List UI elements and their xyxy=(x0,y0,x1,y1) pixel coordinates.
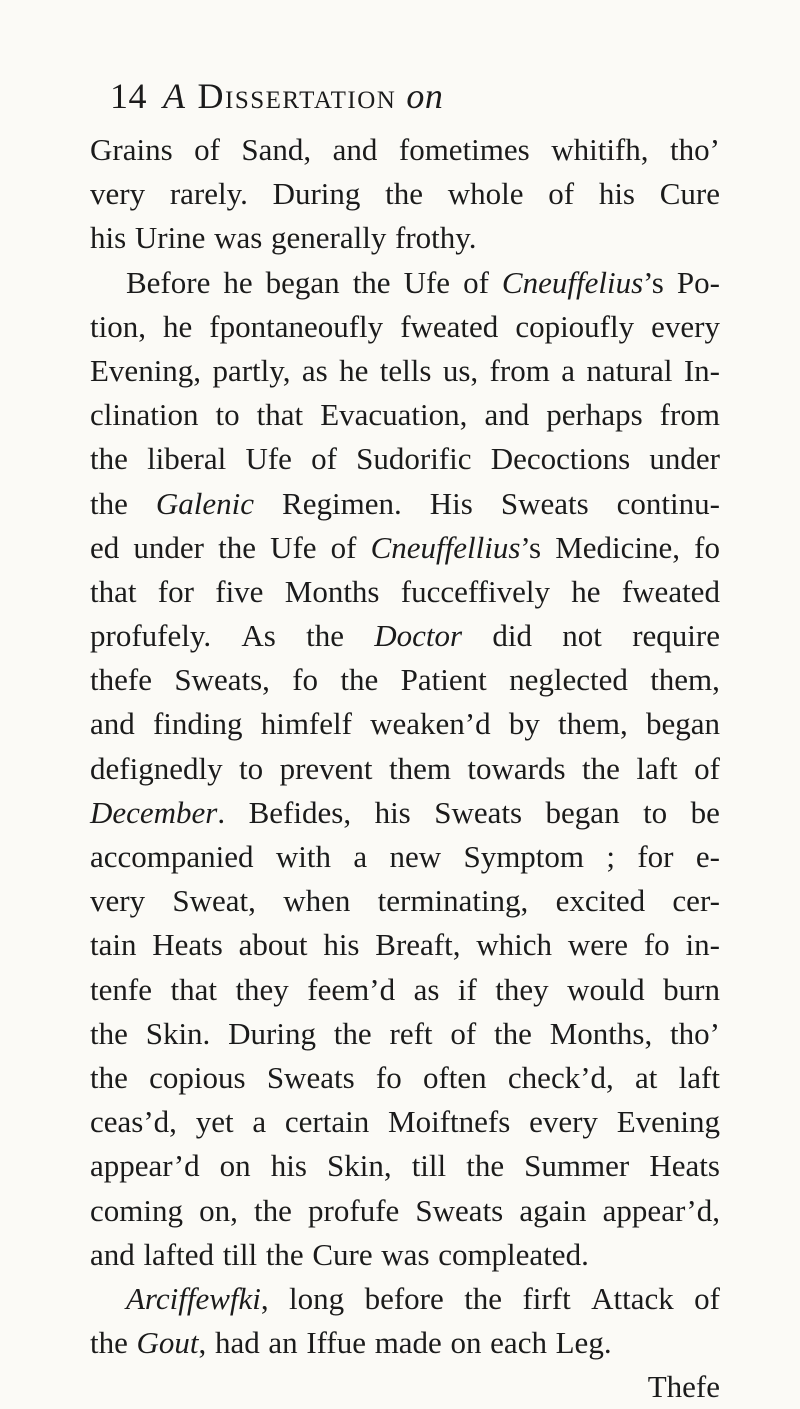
word: them, xyxy=(558,706,628,742)
word: the xyxy=(90,485,128,521)
word: Urine xyxy=(134,220,206,256)
word: partly, xyxy=(212,352,291,388)
text-line xyxy=(90,1100,720,1144)
word: on, xyxy=(199,1192,238,1228)
word: Arciffewfki, xyxy=(126,1280,269,1316)
word: under xyxy=(649,441,720,477)
word: the xyxy=(90,1015,128,1051)
word: compleated. xyxy=(438,1236,589,1272)
word: Sweats xyxy=(266,1059,355,1095)
word: Evening, xyxy=(90,352,202,388)
text-line xyxy=(90,968,720,1012)
word: of xyxy=(548,176,575,212)
word: Skin, xyxy=(327,1148,392,1184)
word: Cure xyxy=(312,1236,373,1272)
word: clination xyxy=(90,397,199,433)
body-text xyxy=(90,128,720,1409)
word: the xyxy=(90,1325,128,1361)
word: copioufly xyxy=(515,308,635,344)
word: were xyxy=(567,927,629,963)
word: them, xyxy=(650,662,720,698)
word: defignedly xyxy=(90,750,223,786)
word: Patient xyxy=(400,662,487,698)
word: laft xyxy=(636,750,678,786)
word: Symptom xyxy=(463,839,585,874)
word: did xyxy=(492,618,532,654)
word: till xyxy=(411,1148,447,1184)
word: rarely. xyxy=(169,176,248,212)
word: to xyxy=(643,794,668,830)
word: In- xyxy=(683,352,720,388)
word: when xyxy=(283,883,351,919)
word: of xyxy=(194,132,220,167)
word: Skin. xyxy=(145,1015,211,1051)
word: lafted xyxy=(143,1236,215,1272)
text-line xyxy=(90,658,720,702)
word: his xyxy=(270,1148,307,1184)
text-line xyxy=(90,216,720,260)
text-line xyxy=(90,747,720,791)
word: Heats xyxy=(649,1148,720,1184)
word: appear’d, xyxy=(602,1192,720,1228)
word: tenfe xyxy=(90,971,152,1007)
word: his xyxy=(90,220,127,256)
word: again xyxy=(519,1192,587,1228)
text-line xyxy=(90,791,720,835)
word: Doctor xyxy=(374,618,463,654)
word: the xyxy=(265,1236,304,1272)
word: appear’d xyxy=(90,1148,200,1184)
word: natural xyxy=(586,352,673,388)
page-number: 14 xyxy=(110,76,147,116)
text-line xyxy=(90,702,720,746)
word: His xyxy=(429,485,473,521)
word: cer- xyxy=(672,883,720,919)
text-line xyxy=(90,1321,720,1365)
word: Evacuation, xyxy=(320,397,468,433)
word: Befides, xyxy=(248,794,352,830)
word: thefe xyxy=(90,662,152,698)
word: a xyxy=(353,839,368,874)
word: and xyxy=(332,132,378,167)
word: Sweats xyxy=(415,1192,504,1228)
word: fucceffively xyxy=(400,573,550,609)
word: of xyxy=(694,1280,720,1316)
word: if xyxy=(457,971,477,1007)
word: prevent xyxy=(279,750,373,786)
word: check’d, xyxy=(507,1059,614,1095)
word: the xyxy=(494,1015,532,1051)
text-line xyxy=(90,570,720,614)
word: Ufe xyxy=(270,529,317,565)
word: December. xyxy=(90,794,226,830)
word: e- xyxy=(695,839,720,874)
word: whole xyxy=(447,176,524,212)
word: long xyxy=(289,1280,345,1316)
word: on xyxy=(219,1148,251,1184)
word: terminating, xyxy=(377,883,529,919)
word: very xyxy=(90,176,146,212)
word: burn xyxy=(663,971,720,1007)
word: Po- xyxy=(676,264,720,300)
word: from xyxy=(489,352,550,388)
word: Gout, xyxy=(136,1325,207,1361)
word: very xyxy=(90,883,146,919)
text-line xyxy=(90,349,720,393)
word: of xyxy=(311,441,337,477)
word: them xyxy=(388,750,451,786)
word: firft xyxy=(522,1280,571,1316)
word: each xyxy=(490,1325,547,1361)
text-line xyxy=(90,393,720,437)
word: Leg. xyxy=(555,1325,612,1361)
word: of xyxy=(330,529,357,565)
word: for xyxy=(157,573,194,609)
word: as xyxy=(413,971,440,1007)
word: not xyxy=(562,618,602,654)
word: Sand, xyxy=(241,132,312,167)
word: and xyxy=(90,1236,135,1272)
word: and xyxy=(484,397,530,433)
word: every xyxy=(529,1104,598,1140)
word: at xyxy=(635,1059,658,1095)
word: Breaft, xyxy=(375,927,461,963)
word: the xyxy=(218,529,256,565)
word: which xyxy=(476,927,553,963)
word: coming xyxy=(90,1192,183,1228)
word: frothy. xyxy=(395,220,477,256)
word: was xyxy=(381,1236,430,1272)
word: of xyxy=(463,264,489,300)
word: would xyxy=(567,971,645,1007)
word: the xyxy=(385,176,424,212)
word: Cneuffellius’s xyxy=(370,529,542,565)
header-preposition: on xyxy=(406,76,444,116)
word: profufely. xyxy=(90,618,212,654)
word: began xyxy=(265,264,340,300)
word: his xyxy=(598,176,635,212)
word: by xyxy=(508,706,540,742)
word: During xyxy=(228,1015,316,1051)
word: Decoctions xyxy=(490,441,631,477)
word: before xyxy=(364,1280,444,1316)
word: laft xyxy=(678,1059,720,1095)
word: from xyxy=(659,397,720,433)
header-title: Dissertation xyxy=(197,76,397,116)
text-line xyxy=(90,305,720,349)
word: Sweat, xyxy=(172,883,256,919)
word: generally xyxy=(271,220,387,256)
word: ; xyxy=(606,839,616,874)
word: in- xyxy=(685,927,720,963)
word: that xyxy=(90,573,137,609)
word: fo xyxy=(375,1059,402,1095)
word: fo xyxy=(694,529,720,565)
word: Grains xyxy=(90,132,173,167)
word: that xyxy=(170,971,217,1007)
text-line xyxy=(90,879,720,923)
word: the xyxy=(254,1192,292,1228)
word: he xyxy=(571,573,601,609)
word: tion, xyxy=(90,308,146,344)
word: began xyxy=(645,706,720,742)
word: Cure xyxy=(659,176,720,212)
text-line xyxy=(90,1144,720,1188)
word: Heats xyxy=(152,927,223,963)
word: about xyxy=(238,927,308,963)
word: he xyxy=(339,352,369,388)
word: reft xyxy=(389,1015,433,1051)
text-line xyxy=(90,1056,720,1100)
word: tells xyxy=(379,352,432,388)
word: they xyxy=(235,971,289,1007)
word: require xyxy=(632,618,720,654)
running-header xyxy=(110,76,443,116)
word: had xyxy=(214,1325,260,1361)
word: Evening xyxy=(616,1104,720,1140)
word: and xyxy=(90,706,135,742)
text-line xyxy=(90,1233,720,1277)
word: Months xyxy=(284,573,380,609)
catchword: Thefe xyxy=(647,1369,720,1405)
word: five xyxy=(215,573,264,609)
word: Medicine, xyxy=(555,529,681,565)
word: till xyxy=(222,1236,258,1272)
word: the xyxy=(90,441,128,477)
word: fometimes xyxy=(398,132,530,167)
word: certain xyxy=(284,1104,370,1140)
word: us, xyxy=(442,352,479,388)
word: Summer xyxy=(524,1148,630,1184)
word: his xyxy=(374,794,411,830)
word: for xyxy=(637,839,674,874)
word: an xyxy=(268,1325,298,1361)
text-line xyxy=(90,482,720,526)
text-line xyxy=(90,526,720,570)
word: as xyxy=(301,352,328,388)
text-line xyxy=(90,261,720,305)
word: of xyxy=(694,750,720,786)
word: ceas’d, xyxy=(90,1104,177,1140)
word: Galenic xyxy=(155,485,255,521)
word: Sweats xyxy=(434,794,523,830)
word: to xyxy=(215,397,240,433)
word: was xyxy=(214,220,263,256)
word: neglected xyxy=(509,662,628,698)
word: began xyxy=(545,794,620,830)
word: Before xyxy=(126,264,211,300)
word: he xyxy=(163,308,193,344)
text-line xyxy=(90,128,720,172)
word: on xyxy=(450,1325,482,1361)
word: Sudorific xyxy=(356,441,472,477)
word: weaken’d xyxy=(370,706,491,742)
word: to xyxy=(239,750,264,786)
text-line xyxy=(90,172,720,216)
word: perhaps xyxy=(546,397,643,433)
word: the xyxy=(352,264,391,300)
text-line xyxy=(90,437,720,481)
text-line xyxy=(90,923,720,967)
word: continu- xyxy=(616,485,720,521)
word: ed xyxy=(90,529,120,565)
word: fo xyxy=(643,927,670,963)
word: be xyxy=(690,794,720,830)
word: with xyxy=(275,839,331,874)
word: profufe xyxy=(308,1192,400,1228)
header-article: A xyxy=(163,76,186,116)
word: Cneuffelius’s xyxy=(501,264,664,300)
word: often xyxy=(422,1059,487,1095)
word: of xyxy=(450,1015,477,1051)
word: they xyxy=(495,971,549,1007)
word: Months, xyxy=(549,1015,653,1051)
word: Sweats, xyxy=(174,662,270,698)
word: liberal xyxy=(147,441,227,477)
word: his xyxy=(323,927,360,963)
word: Ufe xyxy=(403,264,451,300)
text-line xyxy=(90,1012,720,1056)
text-line xyxy=(90,614,720,658)
word: tho’ xyxy=(670,1015,720,1051)
word: fweated xyxy=(621,573,720,609)
word: feem’d xyxy=(307,971,396,1007)
word: he xyxy=(223,264,253,300)
word: fpontaneoufly xyxy=(209,308,384,344)
word: finding xyxy=(152,706,243,742)
word: Iffue xyxy=(306,1325,367,1361)
word: made xyxy=(374,1325,442,1361)
word: excited xyxy=(555,883,646,919)
word: tain xyxy=(90,927,137,963)
word: towards xyxy=(467,750,566,786)
word: fo xyxy=(292,662,319,698)
word: the xyxy=(90,1059,128,1095)
word: As xyxy=(241,618,276,654)
word: new xyxy=(389,839,442,874)
word: copious xyxy=(149,1059,246,1095)
word: accompanied xyxy=(90,839,254,874)
text-line xyxy=(90,1277,720,1321)
word: the xyxy=(306,618,344,654)
word: the xyxy=(582,750,620,786)
word: tho’ xyxy=(669,132,720,167)
word: whitifh, xyxy=(551,132,649,167)
word: the xyxy=(340,662,379,698)
word: every xyxy=(651,308,720,344)
word: Moiftnefs xyxy=(388,1104,511,1140)
word: himfelf xyxy=(260,706,352,742)
text-line xyxy=(90,1189,720,1233)
word: Regimen. xyxy=(282,485,402,521)
word: Sweats xyxy=(500,485,589,521)
word: under xyxy=(133,529,204,565)
word: Attack xyxy=(591,1280,674,1316)
word: a xyxy=(561,352,575,388)
word: the xyxy=(464,1280,503,1316)
word: that xyxy=(256,397,304,433)
word: the xyxy=(333,1015,372,1051)
text-line xyxy=(90,835,720,879)
word: fweated xyxy=(400,308,499,344)
word: Ufe xyxy=(245,441,292,477)
word: the xyxy=(466,1148,505,1184)
word: yet xyxy=(195,1104,234,1140)
word: During xyxy=(272,176,361,212)
word: a xyxy=(252,1104,267,1140)
